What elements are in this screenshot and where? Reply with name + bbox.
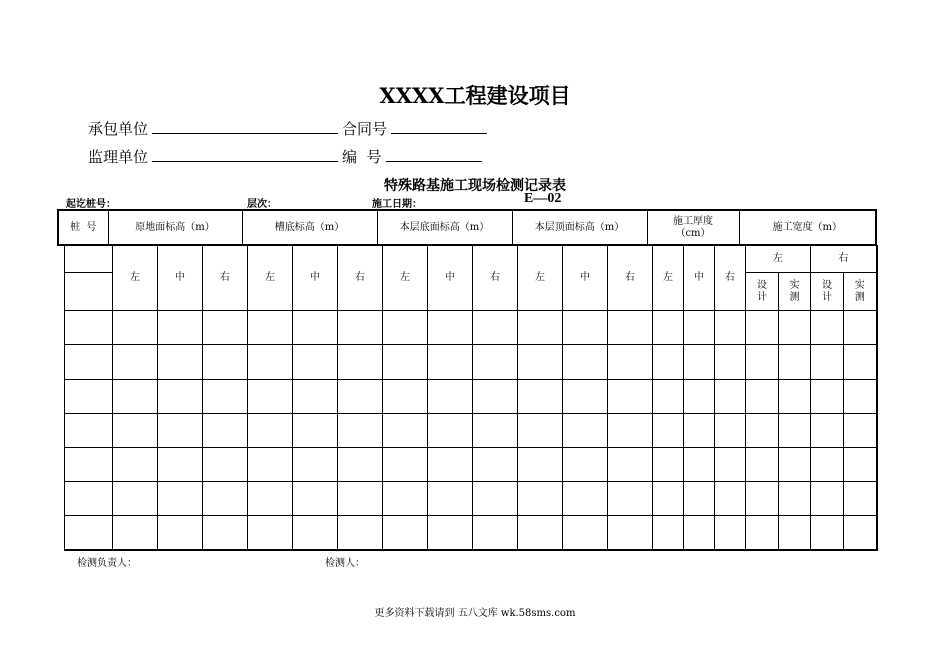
table-cell (473, 379, 518, 413)
table-cell (563, 379, 608, 413)
table-cell (293, 447, 338, 481)
table-cell (684, 311, 715, 345)
table-cell (563, 516, 608, 550)
table-cell (746, 516, 779, 550)
table-cell (248, 447, 293, 481)
station-sub-cell-bottom (65, 273, 113, 311)
document-title: XXXX工程建设项目 (379, 83, 571, 108)
table-cell (844, 516, 877, 550)
header-trench-elevation: 槽底标高（m） (242, 210, 377, 245)
table-cell (811, 516, 844, 550)
table-cell (428, 482, 473, 516)
header-thickness-line2: （cm） (675, 227, 711, 239)
bottom-mid-header: 中 (428, 246, 473, 311)
table-cell (113, 516, 158, 550)
table-cell (428, 413, 473, 447)
table-cell (518, 413, 563, 447)
table-cell (293, 413, 338, 447)
table-cell (715, 413, 746, 447)
table-cell (518, 379, 563, 413)
original-mid-header: 中 (158, 246, 203, 311)
table-cell (158, 345, 203, 379)
bottom-right-header: 右 (473, 246, 518, 311)
contractor-line (88, 118, 491, 139)
table-cell (203, 379, 248, 413)
table-cell (608, 345, 653, 379)
table-cell (65, 345, 113, 379)
table-cell (473, 482, 518, 516)
supervisor-blank (152, 147, 338, 162)
header-original-elevation: 原地面标高（m） (108, 210, 242, 245)
table-cell (608, 516, 653, 550)
header-width: 施工宽度（m） (739, 210, 876, 245)
table-cell (473, 345, 518, 379)
table-cell (563, 311, 608, 345)
table-cell (608, 447, 653, 481)
table-cell (811, 345, 844, 379)
table-cell (779, 447, 811, 481)
table-cell (715, 345, 746, 379)
contractor-blank (152, 119, 338, 134)
contract-no-label: 合同号 (342, 120, 388, 138)
table-cell (779, 345, 811, 379)
inspector-label: 检测人： (325, 558, 365, 569)
width-right-design-header (811, 273, 844, 311)
width-left-header: 左 (746, 246, 811, 273)
table-cell (203, 311, 248, 345)
table-cell (746, 482, 779, 516)
table-cell (684, 345, 715, 379)
table-cell (608, 482, 653, 516)
header-layer-bottom-elevation: 本层底面标高（m） (377, 210, 512, 245)
width-left-design-header (746, 273, 779, 311)
table-cell (563, 345, 608, 379)
table-cell (779, 311, 811, 345)
table-cell (428, 311, 473, 345)
table-row (65, 379, 877, 413)
table-cell (338, 482, 383, 516)
table-cell (608, 413, 653, 447)
table-cell (684, 447, 715, 481)
table-cell (383, 345, 428, 379)
table-cell (779, 482, 811, 516)
table-cell (428, 516, 473, 550)
table-cell (779, 379, 811, 413)
table-cell (563, 413, 608, 447)
table-cell (383, 482, 428, 516)
table-cell (383, 311, 428, 345)
header-layer-top-elevation: 本层顶面标高（m） (512, 210, 647, 245)
thickness-mid-header: 中 (684, 246, 715, 311)
station-range-label: 起讫桩号： (66, 199, 116, 210)
table-cell (65, 482, 113, 516)
width-left-actual-header (779, 273, 811, 311)
table-cell (684, 482, 715, 516)
table-cell (715, 482, 746, 516)
table-cell (383, 413, 428, 447)
table-cell (844, 413, 877, 447)
table-cell (653, 345, 684, 379)
original-right-header: 右 (203, 246, 248, 311)
table-cell (473, 447, 518, 481)
table-cell (158, 482, 203, 516)
record-table (64, 245, 878, 551)
table-cell (113, 482, 158, 516)
width-right-header: 右 (811, 246, 877, 273)
serial-no-label: 编 号 (342, 148, 382, 166)
table-cell (338, 413, 383, 447)
table-cell (779, 516, 811, 550)
table-cell (383, 447, 428, 481)
layer-label: 层次： (247, 199, 277, 210)
header-thickness (647, 210, 739, 245)
design-char-2: 计 (822, 291, 832, 303)
header-station: 桩 号 (58, 210, 108, 245)
table-cell (746, 447, 779, 481)
table-cell (293, 482, 338, 516)
trench-left-header: 左 (248, 246, 293, 311)
table-cell (113, 311, 158, 345)
table-cell (248, 345, 293, 379)
supervisor-line (88, 146, 486, 167)
table-cell (563, 482, 608, 516)
top-mid-header: 中 (563, 246, 608, 311)
table-cell (844, 447, 877, 481)
table-cell (248, 516, 293, 550)
table-cell (293, 311, 338, 345)
table-cell (65, 447, 113, 481)
table-cell (203, 482, 248, 516)
table-cell (746, 345, 779, 379)
serial-no-blank (386, 147, 482, 162)
trench-right-header: 右 (338, 246, 383, 311)
table-cell (518, 447, 563, 481)
table-row (65, 516, 877, 550)
table-cell (715, 311, 746, 345)
contractor-label: 承包单位 (88, 120, 149, 138)
table-cell (113, 379, 158, 413)
table-cell (383, 516, 428, 550)
design-char-1: 设 (757, 279, 767, 291)
table-cell (158, 311, 203, 345)
table-cell (428, 345, 473, 379)
table-row (65, 311, 877, 345)
table-cell (779, 413, 811, 447)
table-cell (473, 413, 518, 447)
table-cell (811, 379, 844, 413)
table-cell (338, 345, 383, 379)
table-cell (608, 379, 653, 413)
table-cell (428, 379, 473, 413)
width-right-actual-header (844, 273, 877, 311)
table-cell (811, 447, 844, 481)
table-cell (563, 447, 608, 481)
table-cell (293, 379, 338, 413)
table-cell (715, 516, 746, 550)
table-cell (746, 379, 779, 413)
table-cell (248, 482, 293, 516)
table-cell (248, 379, 293, 413)
form-code: E—02 (524, 191, 562, 206)
design-char-1: 设 (822, 279, 832, 291)
table-cell (428, 447, 473, 481)
header-table (57, 209, 877, 246)
table-cell (203, 345, 248, 379)
table-cell (684, 379, 715, 413)
table-cell (338, 311, 383, 345)
design-char-2: 计 (757, 291, 767, 303)
header-thickness-line1: 施工厚度 (673, 215, 713, 227)
table-cell (473, 516, 518, 550)
table-cell (203, 447, 248, 481)
table-cell (158, 413, 203, 447)
inspector-in-charge-label: 检测负责人： (77, 558, 137, 569)
contract-no-blank (391, 119, 487, 134)
table-cell (65, 516, 113, 550)
top-left-header: 左 (518, 246, 563, 311)
table-cell (653, 482, 684, 516)
table-cell (203, 516, 248, 550)
table-cell (715, 447, 746, 481)
table-cell (811, 482, 844, 516)
table-cell (338, 516, 383, 550)
table-cell (293, 345, 338, 379)
table-cell (844, 379, 877, 413)
table-cell (811, 311, 844, 345)
table-row (65, 345, 877, 379)
table-cell (338, 447, 383, 481)
table-cell (518, 345, 563, 379)
supervisor-label: 监理单位 (88, 148, 149, 166)
table-cell (844, 482, 877, 516)
actual-char-1: 实 (854, 279, 865, 291)
top-right-header: 右 (608, 246, 653, 311)
table-row (65, 413, 877, 447)
table-cell (65, 413, 113, 447)
bottom-left-header: 左 (383, 246, 428, 311)
table-cell (746, 413, 779, 447)
table-cell (338, 379, 383, 413)
footer-note: 更多资料下载请到 五八文库 wk.58sms.com (374, 608, 576, 619)
table-cell (844, 345, 877, 379)
table-cell (158, 516, 203, 550)
table-cell (518, 482, 563, 516)
table-cell (811, 413, 844, 447)
table-cell (203, 413, 248, 447)
table-cell (608, 311, 653, 345)
table-cell (248, 413, 293, 447)
form-title: 特殊路基施工现场检测记录表 (384, 178, 566, 194)
actual-char-2: 测 (854, 291, 865, 303)
construction-date-label: 施工日期： (372, 199, 422, 210)
table-cell (113, 413, 158, 447)
table-cell (653, 516, 684, 550)
table-cell (684, 413, 715, 447)
table-cell (715, 379, 746, 413)
table-cell (653, 447, 684, 481)
table-cell (293, 516, 338, 550)
table-cell (158, 447, 203, 481)
actual-char-2: 测 (789, 291, 800, 303)
table-cell (473, 311, 518, 345)
table-row (65, 482, 877, 516)
table-cell (383, 379, 428, 413)
table-cell (844, 311, 877, 345)
table-cell (113, 447, 158, 481)
table-cell (746, 311, 779, 345)
original-left-header: 左 (113, 246, 158, 311)
table-cell (518, 516, 563, 550)
table-cell (684, 516, 715, 550)
table-cell (65, 379, 113, 413)
table-cell (113, 345, 158, 379)
table-cell (653, 379, 684, 413)
table-cell (158, 379, 203, 413)
table-cell (518, 311, 563, 345)
table-cell (653, 311, 684, 345)
thickness-left-header: 左 (653, 246, 684, 311)
station-sub-cell-top (65, 246, 113, 273)
trench-mid-header: 中 (293, 246, 338, 311)
table-cell (248, 311, 293, 345)
table-row (65, 447, 877, 481)
table-cell (653, 413, 684, 447)
table-cell (65, 311, 113, 345)
thickness-right-header: 右 (715, 246, 746, 311)
actual-char-1: 实 (789, 279, 800, 291)
